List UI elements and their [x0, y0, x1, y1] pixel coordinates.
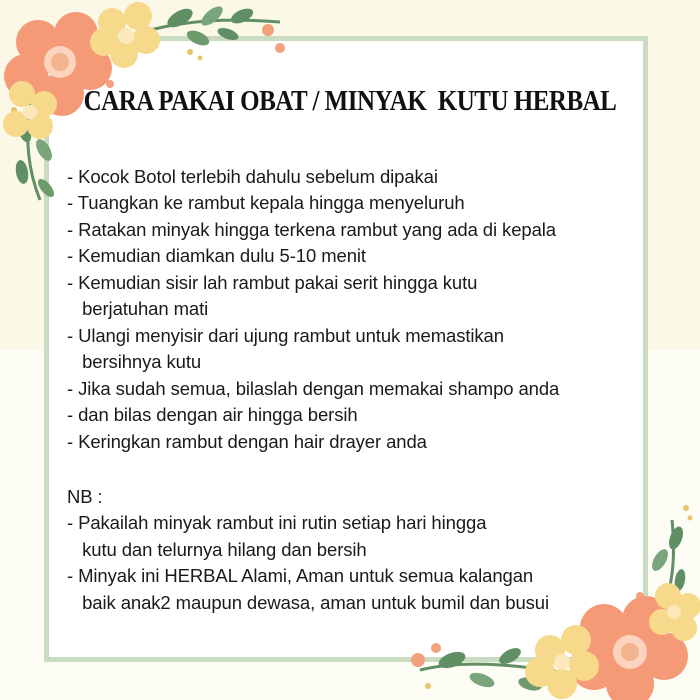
step-line: - Kemudian sisir lah rambut pakai serit hingga kutu — [67, 272, 478, 293]
page-title: CARA PAKAI OBAT / MINYAK KUTU HERBAL — [83, 86, 617, 117]
note-line: - Minyak ini HERBAL Alami, Aman untuk semua kalangan — [67, 565, 534, 586]
note-line: - Pakailah minyak rambut ini rutin setiap hari hingga — [67, 512, 487, 533]
step-line: - Jika sudah semua, bilaslah dengan memakai shampo anda — [67, 378, 560, 399]
step-line: - Kocok Botol terlebih dahulu sebelum dipakai — [67, 166, 438, 187]
step-line: - dan bilas dengan air hingga bersih — [67, 404, 358, 425]
step-line: - Tuangkan ke rambut kepala hingga menyeluruh — [67, 192, 465, 213]
note-line: baik anak2 maupun dewasa, aman untuk bumil dan busui — [67, 592, 549, 613]
step-line: berjatuhan mati — [67, 298, 209, 319]
step-line: - Kemudian diamkan dulu 5-10 menit — [67, 245, 366, 266]
step-line: - Ulangi menyisir dari ujung rambut untuk memastikan — [67, 325, 504, 346]
flower-yellow-right — [649, 583, 700, 641]
step-line: bersihnya kutu — [67, 351, 202, 372]
nb-label: NB : — [67, 486, 103, 507]
leaf-branch-top — [150, 3, 285, 60]
note-line: kutu dan telurnya hilang dan bersih — [67, 539, 367, 560]
step-line: - Keringkan rambut dengan hair drayer anda — [67, 431, 427, 452]
step-line: - Ratakan minyak hingga terkena rambut yang ada di kepala — [67, 219, 556, 240]
